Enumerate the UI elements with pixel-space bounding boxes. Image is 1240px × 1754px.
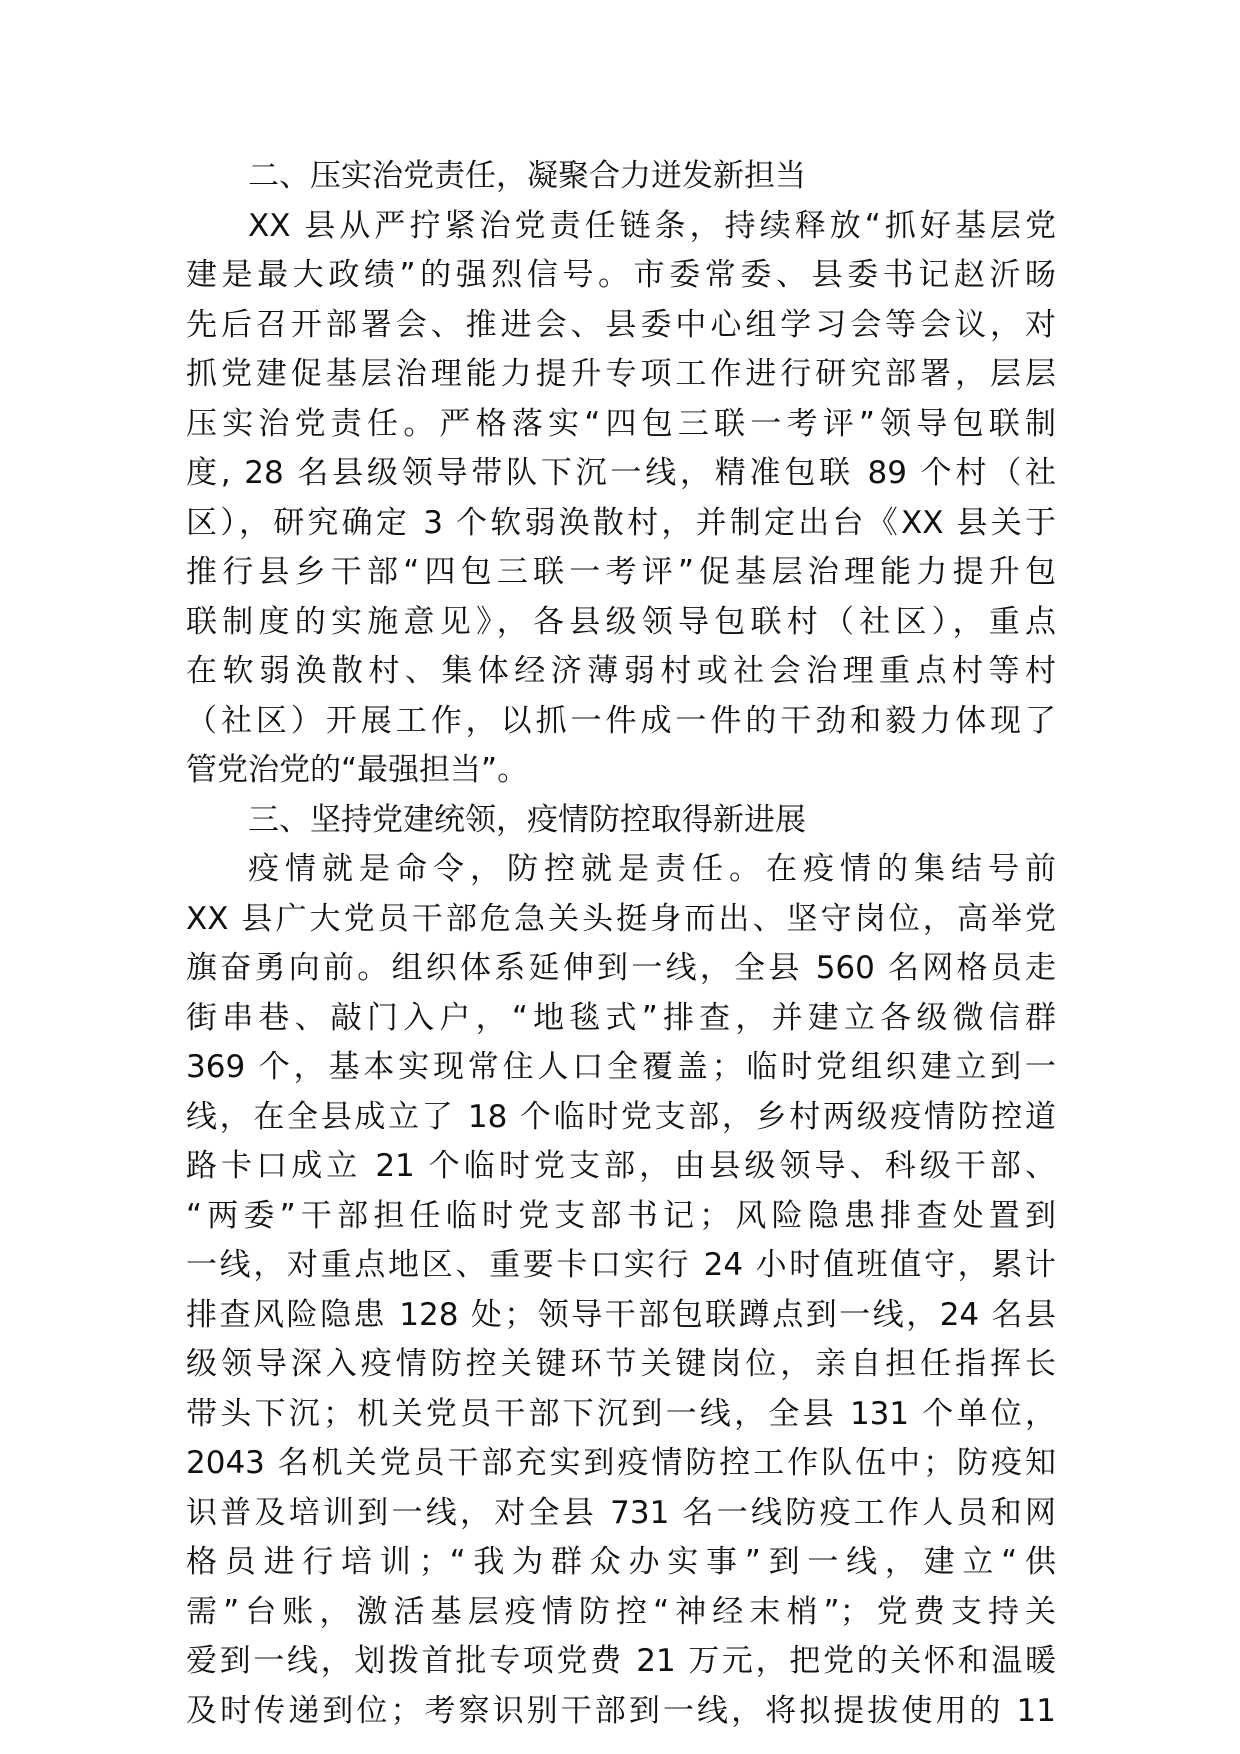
paragraph-line: 抓党建促基层治理能力提升专项工作进行研究部署，层层 xyxy=(186,356,1056,392)
paragraph-line: 推行县乡干部“四包三联一考评”促基层治理能力提升包 xyxy=(186,554,1056,590)
paragraph-line: 在软弱涣散村、集体经济薄弱村或社会治理重点村等村 xyxy=(186,653,1056,689)
paragraph-line: 需”台账，激活基层疫情防控“神经末梢”；党费支持关 xyxy=(186,1593,1056,1630)
paragraph-line: 2043 名机关党员干部充实到疫情防控工作队伍中；防疫知 xyxy=(186,1445,1056,1481)
section-heading-2: 二、压实治党责任，凝聚合力迸发新担当 xyxy=(248,158,806,194)
paragraph-line: 压实治党责任。严格落实“四包三联一考评”领导包联制 xyxy=(186,405,1056,442)
paragraph-line: 街串巷、敲门入户，“地毯式”排查，并建立各级微信群 xyxy=(186,999,1056,1036)
paragraph-line: 建是最大政绩”的强烈信号。市委常委、县委书记赵沂旸 xyxy=(186,257,1056,293)
paragraph-line: 线，在全县成立了 18 个临时党支部，乡村两级疫情防控道 xyxy=(186,1098,1056,1135)
document-page xyxy=(186,152,1056,1736)
paragraph-line: 疫情就是命令，防控就是责任。在疫情的集结号前 xyxy=(248,851,1056,887)
paragraph-line: 管党治党的“最强担当”。 xyxy=(186,752,529,788)
paragraph-line: 格员进行培训；“我为群众办实事”到一线，建立“供 xyxy=(186,1544,1056,1580)
paragraph-line: XX 县从严拧紧治党责任链条，持续释放“抓好基层党 xyxy=(248,207,1056,244)
paragraph-line: “两委”干部担任临时党支部书记；风险隐患排查处置到 xyxy=(186,1197,1056,1234)
paragraph-line: 区），研究确定 3 个软弱涣散村，并制定出台《XX 县关于 xyxy=(186,504,1056,541)
section-heading-3: 三、坚持党建统领，疫情防控取得新进展 xyxy=(248,801,806,838)
paragraph-line: 先后召开部署会、推进会、县委中心组学习会等会议，对 xyxy=(186,306,1056,343)
paragraph-line: 级领导深入疫情防控关键环节关键岗位，亲自担任指挥长 xyxy=(186,1346,1056,1382)
paragraph-line: 度, 28 名县级领导带队下沉一线，精准包联 89 个村（社 xyxy=(186,455,1056,491)
paragraph-line: 及时传递到位；考察识别干部到一线，将拟提拔使用的 11 xyxy=(186,1692,1056,1729)
paragraph-line: 联制度的实施意见》，各县级领导包联村（社区），重点 xyxy=(186,603,1056,640)
paragraph-line: XX 县广大党员干部危急关头挺身而出、坚守岗位，高举党 xyxy=(186,900,1056,937)
paragraph-line: 识普及培训到一线，对全县 731 名一线防疫工作人员和网 xyxy=(186,1494,1056,1531)
paragraph-line: 一线，对重点地区、重要卡口实行 24 小时值班值守，累计 xyxy=(186,1247,1056,1283)
paragraph-line: 带头下沉；机关党员干部下沉到一线，全县 131 个单位， xyxy=(186,1395,1056,1432)
paragraph-line: 369 个，基本实现常住人口全覆盖；临时党组织建立到一 xyxy=(186,1049,1056,1085)
paragraph-line: 路卡口成立 21 个临时党支部，由县级领导、科级干部、 xyxy=(186,1148,1056,1184)
paragraph-line: 爱到一线，划拨首批专项党费 21 万元，把党的关怀和温暖 xyxy=(186,1643,1056,1679)
paragraph-line: 排查风险隐患 128 处；领导干部包联蹲点到一线，24 名县 xyxy=(186,1296,1056,1333)
paragraph-line: 旗奋勇向前。组织体系延伸到一线，全县 560 名网格员走 xyxy=(186,950,1056,986)
paragraph-line: （社区）开展工作，以抓一件成一件的干劲和毅力体现了 xyxy=(186,702,1056,739)
